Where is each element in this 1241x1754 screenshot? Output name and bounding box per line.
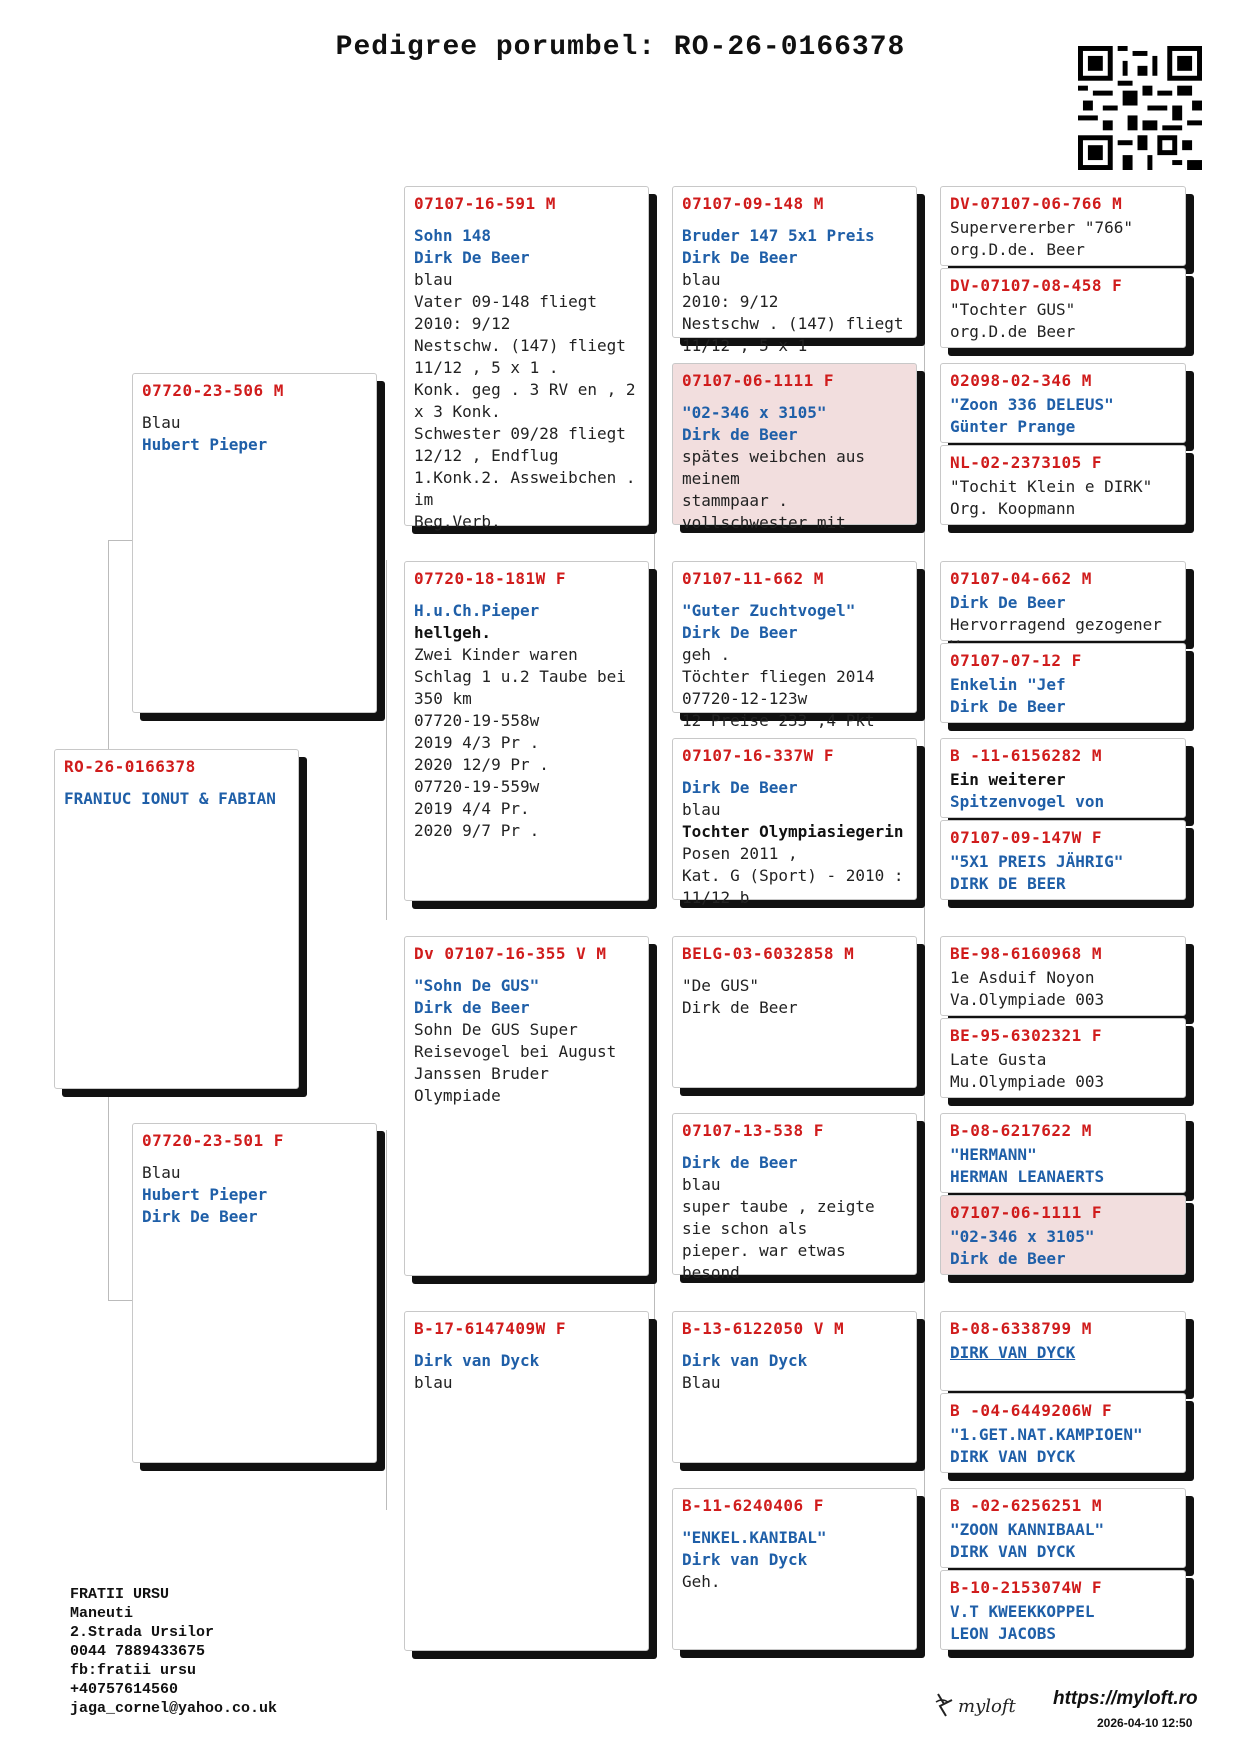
- pigeon-info-line: DIRK VAN DYCK: [950, 1447, 1076, 1466]
- pigeon-info-line: Dirk De Beer: [414, 248, 530, 267]
- qr-code: [1078, 46, 1202, 170]
- ring-number: B-10-2153074W F: [950, 1578, 1102, 1597]
- ring-number: RO-26-0166378: [64, 757, 196, 776]
- pigeon-info-line: super taube , zeigte sie schon als pieper. war etwas besond: [682, 1197, 875, 1282]
- print-date: 2026-04-10 12:50: [1097, 1716, 1193, 1730]
- pigeon-info-line: Geh.: [682, 1572, 721, 1591]
- pigeon-info-line: "02-346 x 3105": [682, 403, 827, 422]
- pigeon-info-line: Dirk de Beer: [682, 425, 798, 444]
- pigeon-info-line: DIRK VAN DYCK: [950, 1542, 1076, 1561]
- pigeon-info-line: "HERMANN": [950, 1145, 1037, 1164]
- pigeon-info-line: Blau: [682, 1373, 721, 1392]
- pigeon-info-line: blau: [414, 270, 453, 289]
- gen4-ancestor-card[interactable]: [940, 1488, 1186, 1568]
- grandparent-card[interactable]: [404, 186, 649, 531]
- gen4-ancestor-card[interactable]: [940, 1113, 1186, 1193]
- sire-card[interactable]: [132, 373, 377, 713]
- pigeon-info-line: Late Gusta: [950, 1050, 1047, 1069]
- pigeon-info-line: Dirk De Beer: [682, 778, 798, 797]
- pigeon-info-line: Dirk De Beer: [682, 623, 798, 642]
- gen4-ancestor-card[interactable]: [940, 268, 1186, 348]
- grandparent-card[interactable]: [404, 936, 649, 1276]
- ring-number: NL-02-2373105 F: [950, 453, 1102, 472]
- gen4-ancestor-card[interactable]: [940, 1393, 1186, 1473]
- pigeon-info-line: Hervorragend gezogener: [950, 615, 1162, 634]
- ring-number: 07107-04-662 M: [950, 569, 1092, 588]
- ring-number: DV-07107-08-458 F: [950, 276, 1123, 295]
- page-title: Pedigree porumbel: RO-26-0166378: [335, 32, 906, 63]
- pigeon-info-line: Dirk de Beer: [950, 1249, 1066, 1268]
- ring-number: 02098-02-346 M: [950, 371, 1092, 390]
- pigeon-info-line: "ENKEL.KANIBAL": [682, 1528, 827, 1547]
- ring-number: 07720-18-181W F: [414, 569, 566, 588]
- subject-pigeon-card[interactable]: [54, 749, 299, 1089]
- ring-number: B-13-6122050 V M: [682, 1319, 845, 1338]
- pigeon-info-line: "5X1 PREIS JÄHRIG": [950, 852, 1124, 871]
- myloft-logo: [930, 1690, 1030, 1720]
- gen4-ancestor-card[interactable]: [940, 936, 1186, 1016]
- ring-number: 07107-16-337W F: [682, 746, 834, 765]
- pigeon-info-line: H.u.Ch.Pieper: [414, 601, 540, 620]
- ring-number: B-08-6338799 M: [950, 1319, 1092, 1338]
- ring-number: 07107-11-662 M: [682, 569, 824, 588]
- pigeon-info-line: Töchter fliegen 2014 07720-12-123w 12 Preise 233 ,4 Pkt: [682, 667, 875, 730]
- ring-number: 07107-16-591 M: [414, 194, 556, 213]
- pigeon-info-line: 2010: 9/12 Nestschw . (147) fliegt 11/12 , 5 x 1: [682, 292, 904, 355]
- pigeon-info-line: Sohn De GUS Super Reisevogel bei August Janssen Bruder Olympiade: [414, 1020, 626, 1105]
- pigeon-info-line: Sohn 148: [414, 226, 492, 245]
- pigeon-info-line: "Zoon 336 DELEUS": [950, 395, 1114, 414]
- gen4-ancestor-card[interactable]: [940, 1018, 1186, 1098]
- pigeon-info-line: "Guter Zuchtvogel": [682, 601, 856, 620]
- pigeon-info-line: Mu.Olympiade 003: [950, 1072, 1105, 1091]
- ring-number: 07720-23-506 M: [142, 381, 284, 400]
- pigeon-info-line: Blau: [142, 1163, 181, 1182]
- pigeon-info-line: Dirk de Beer: [414, 998, 530, 1017]
- pigeon-info-line: geh .: [682, 645, 731, 664]
- great-grandparent-card[interactable]: [672, 1113, 917, 1282]
- pigeon-info-line: "ZOON KANNIBAAL": [950, 1520, 1105, 1539]
- pigeon-info-line: hellgeh.: [414, 623, 492, 642]
- gen4-ancestor-card[interactable]: [940, 1311, 1186, 1391]
- gen4-ancestor-card[interactable]: [940, 643, 1186, 723]
- pigeon-info-line: HERMAN LEANAERTS: [950, 1167, 1105, 1186]
- ring-number: B-17-6147409W F: [414, 1319, 566, 1338]
- pigeon-info-line: DIRK VAN DYCK: [950, 1343, 1076, 1362]
- gen4-ancestor-card[interactable]: [940, 1570, 1186, 1650]
- pigeon-info-line: Hubert Pieper: [142, 435, 268, 454]
- pigeon-info-line: Dirk De Beer: [142, 1207, 258, 1226]
- gen4-ancestor-card[interactable]: [940, 363, 1186, 443]
- ring-number: BE-98-6160968 M: [950, 944, 1102, 963]
- ring-number: B-08-6217622 M: [950, 1121, 1092, 1140]
- ring-number: B -11-6156282 M: [950, 746, 1102, 765]
- gen4-ancestor-card[interactable]: [940, 820, 1186, 900]
- ring-number: B-11-6240406 F: [682, 1496, 824, 1515]
- pigeon-info-line: Dirk De Beer: [950, 593, 1066, 612]
- gen4-ancestor-card[interactable]: [940, 738, 1186, 818]
- pigeon-info-line: "De GUS": [682, 976, 760, 995]
- ring-number: 07720-23-501 F: [142, 1131, 284, 1150]
- grandparent-card[interactable]: [404, 1311, 649, 1651]
- pigeon-info-line: blau: [682, 1175, 721, 1194]
- ring-number: 07107-07-12 F: [950, 651, 1082, 670]
- owner-contact: FRATII URSU Maneuti 2.Strada Ursilor 0044 7889433675 fb:fratii ursu +40757614560 jaga_cornel@yahoo.co.uk: [70, 1586, 278, 1717]
- pigeon-info-line: FRANIUC IONUT & FABIAN: [64, 789, 276, 808]
- ring-number: BE-95-6302321 F: [950, 1026, 1102, 1045]
- pigeon-info-line: Dirk van Dyck: [682, 1351, 808, 1370]
- pigeon-info-line: Bruder 147 5x1 Preis: [682, 226, 875, 245]
- pigeon-info-line: Dirk De Beer: [682, 248, 798, 267]
- ring-number: B -04-6449206W F: [950, 1401, 1113, 1420]
- pigeon-info-line: spätes weibchen aus meinem stammpaar . vollschwester mit: [682, 447, 866, 532]
- ring-number: BELG-03-6032858 M: [682, 944, 855, 963]
- great-grandparent-card[interactable]: [672, 936, 917, 1088]
- ring-number: B -02-6256251 M: [950, 1496, 1102, 1515]
- pigeon-info-line: blau: [682, 270, 721, 289]
- great-grandparent-card[interactable]: [672, 363, 917, 532]
- pigeon-info-line: Blau: [142, 413, 181, 432]
- pigeon-info-line: "1.GET.NAT.KAMPIOEN": [950, 1425, 1143, 1444]
- pigeon-info-line: Günter Prange: [950, 417, 1076, 436]
- ring-number: 07107-09-147W F: [950, 828, 1102, 847]
- dam-card[interactable]: [132, 1123, 377, 1463]
- great-grandparent-card[interactable]: [672, 1488, 917, 1650]
- pigeon-info-line: blau: [682, 800, 721, 819]
- pigeon-info-line: Va.Olympiade 003: [950, 990, 1105, 1009]
- pigeon-info-line: Dirk van Dyck: [682, 1550, 808, 1569]
- pigeon-info-line: Ein weiterer: [950, 770, 1066, 789]
- site-url[interactable]: https://myloft.ro: [1053, 1688, 1198, 1709]
- pigeon-info-line: DIRK DE BEER: [950, 874, 1066, 893]
- pigeon-info-line: Vater 09-148 fliegt 2010: 9/12 Nestschw. (147) fliegt 11/12 , 5 x 1 . Konk. geg . 3 RV en , 2 x 3 Konk. Schwester 09/28 fliegt 12/12 , Endflug 1.Konk.2. Assweibchen . im Beg.Verb.: [414, 292, 636, 531]
- ring-number: 07107-06-1111 F: [950, 1203, 1102, 1222]
- ring-number: 07107-13-538 F: [682, 1121, 824, 1140]
- pigeon-info-line: Dirk De Beer: [950, 697, 1066, 716]
- pigeon-info-line: Zwei Kinder waren Schlag 1 u.2 Taube bei 350 km 07720-19-558w 2019 4/3 Pr . 2020 12/9 Pr . 07720-19-559w 2019 4/4 Pr. 2020 9/7 Pr .: [414, 645, 626, 840]
- ring-number: 07107-06-1111 F: [682, 371, 834, 390]
- grandparent-card[interactable]: [404, 561, 649, 901]
- pigeon-info-line: V.T KWEEKKOPPEL: [950, 1602, 1095, 1621]
- pigeon-info-line: Posen 2011 , Kat. G (Sport) - 2010 : 11/12 b: [682, 844, 904, 907]
- gen4-ancestor-card[interactable]: [940, 186, 1186, 266]
- pigeon-info-line: Enkelin "Jef: [950, 675, 1066, 694]
- pigeon-info-line: blau: [414, 1373, 453, 1392]
- gen4-ancestor-card[interactable]: [940, 561, 1186, 641]
- svg-text:myloft: myloft: [958, 1696, 1016, 1717]
- pigeon-info-line: Dirk van Dyck: [414, 1351, 540, 1370]
- pigeon-info-line: "Sohn De GUS": [414, 976, 540, 995]
- great-grandparent-card[interactable]: [672, 1311, 917, 1463]
- gen4-ancestor-card[interactable]: [940, 1195, 1186, 1275]
- gen4-ancestor-card[interactable]: [940, 445, 1186, 525]
- pigeon-info-line: Supervererber "766": [950, 218, 1134, 237]
- pigeon-info-line: "Tochter GUS": [950, 300, 1076, 319]
- pigeon-info-line: Tochter Olympiasiegerin: [682, 822, 904, 841]
- pigeon-info-line: "02-346 x 3105": [950, 1227, 1095, 1246]
- pigeon-info-line: Org. Koopmann: [950, 499, 1076, 518]
- great-grandparent-card[interactable]: [672, 561, 917, 730]
- pigeon-info-line: org.D.de. Beer: [950, 240, 1085, 259]
- pigeon-info-line: 1e Asduif Noyon: [950, 968, 1095, 987]
- pigeon-info-line: "Tochit Klein e DIRK": [950, 477, 1153, 496]
- pigeon-info-line: Spitzenvogel von: [950, 792, 1105, 811]
- ring-number: Dv 07107-16-355 V M: [414, 944, 607, 963]
- pigeon-info-line: Dirk de Beer: [682, 998, 798, 1017]
- pigeon-info-line: org.D.de Beer: [950, 322, 1076, 341]
- pigeon-info-line: Dirk de Beer: [682, 1153, 798, 1172]
- great-grandparent-card[interactable]: [672, 738, 917, 907]
- pigeon-info-line: LEON JACOBS: [950, 1624, 1056, 1643]
- ring-number: 07107-09-148 M: [682, 194, 824, 213]
- pigeon-info-line: Hubert Pieper: [142, 1185, 268, 1204]
- great-grandparent-card[interactable]: [672, 186, 917, 355]
- ring-number: DV-07107-06-766 M: [950, 194, 1123, 213]
